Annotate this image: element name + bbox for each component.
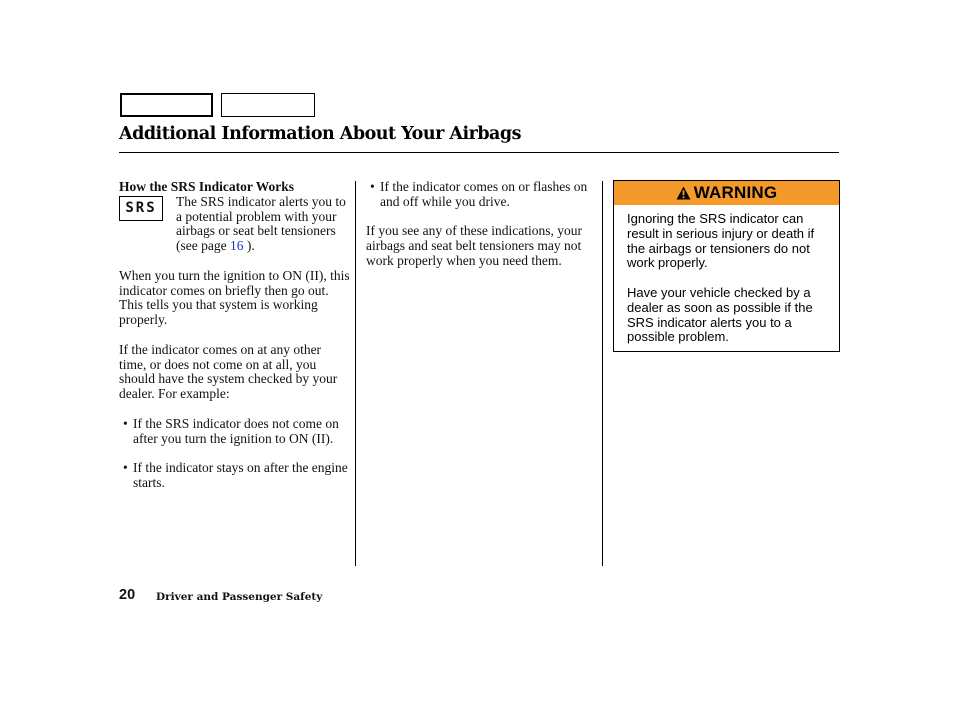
srs-intro-part-1: The SRS indicator alerts you to a potential problem with your airbags or seat belt tensioners (see page: [176, 193, 346, 254]
warning-box: [613, 180, 840, 352]
bullet-text: If the SRS indicator does not come on after you turn the ignition to ON (II).: [133, 415, 339, 446]
other-time-paragraph: If the indicator comes on at any other time, or does not come on at all, you should have the system checked by your dealer. For example:: [119, 341, 338, 402]
srs-intro-part-2: ).: [243, 238, 255, 254]
bullet-icon: •: [123, 415, 128, 431]
page-reference-link[interactable]: 16: [229, 238, 244, 254]
bullet-text: If the indicator comes on or flashes on and off while you drive.: [380, 179, 588, 209]
indications-paragraph: If you see any of these indications, your airbags and seat belt tensioners may not work properly when you need them.: [366, 223, 582, 268]
warning-paragraph-2: Have your vehicle checked by a dealer as soon as possible if the SRS indicator alerts you to a possible problem.: [627, 284, 813, 345]
middle-column: [366, 180, 596, 269]
page-title: Additional Information About Your Airbags: [119, 124, 521, 144]
section-subheading: How the SRS Indicator Works: [119, 179, 295, 194]
warning-triangle-icon: [676, 186, 691, 200]
warning-paragraph-1: Ignoring the SRS indicator can result in serious injury or death if the airbags or tensioners do not work properly.: [627, 211, 815, 271]
warning-label: WARNING: [693, 183, 778, 202]
bullet-icon: •: [370, 179, 375, 194]
bullet-text: If the indicator stays on after the engine starts.: [133, 460, 348, 490]
srs-indicator-icon: SRS: [119, 196, 163, 221]
left-column: [119, 180, 351, 491]
nav-button-next[interactable]: [221, 93, 315, 117]
column-divider-1: [355, 181, 356, 566]
ignition-paragraph: When you turn the ignition to ON (II), this indicator comes on briefly then go out. This tells you that system is working properly.: [119, 267, 350, 328]
title-divider: [119, 152, 839, 153]
warning-body: [614, 205, 839, 345]
footer-section-title: Driver and Passenger Safety: [156, 591, 323, 603]
column-divider-2: [602, 181, 603, 566]
list-item: [366, 180, 596, 210]
nav-button-previous[interactable]: [120, 93, 213, 117]
warning-header: [614, 181, 839, 205]
bullet-icon: •: [123, 460, 128, 476]
list-item: [119, 461, 351, 491]
list-item: [119, 417, 351, 447]
srs-intro: [119, 195, 351, 254]
page-number: 20: [119, 587, 136, 603]
